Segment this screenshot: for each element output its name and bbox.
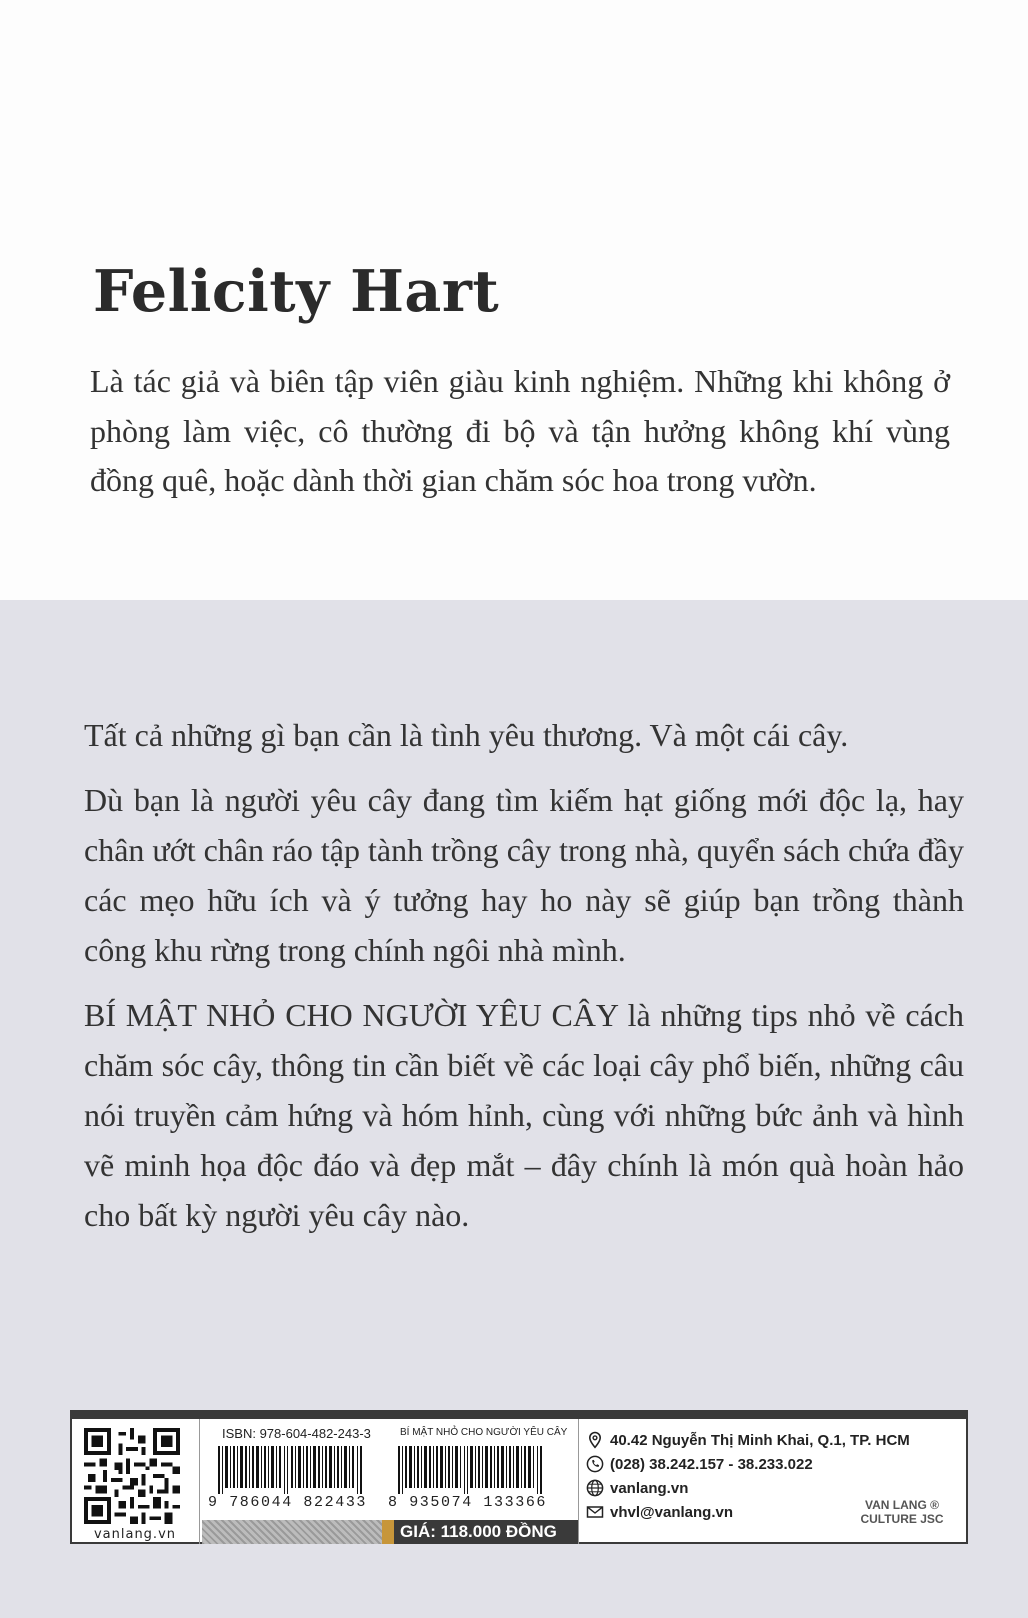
phone-icon — [586, 1455, 604, 1473]
publisher-line-2: CULTURE JSC — [860, 1512, 944, 1526]
phone-row — [586, 1452, 813, 1476]
website-text: vanlang.vn — [610, 1479, 689, 1497]
qr-caption: vanlang.vn — [93, 1527, 177, 1542]
publisher-line-1: VAN LANG ® — [865, 1498, 939, 1512]
barcode-info-strip — [70, 1410, 968, 1544]
divider — [578, 1419, 579, 1544]
blurb-paragraph-1: Tất cả những gì bạn cần là tình yêu thương. Và một cái cây. — [84, 717, 849, 753]
address-row — [586, 1428, 910, 1452]
ean-title: BÍ MẬT NHỎ CHO NGƯỜI YÊU CÂY — [400, 1427, 568, 1438]
isbn-digits: 9 786044 822433 — [208, 1494, 368, 1511]
author-name: Felicity Hart — [93, 258, 500, 325]
publisher-logo — [847, 1498, 957, 1526]
website-row — [586, 1476, 688, 1500]
author-section — [0, 0, 1028, 600]
book-blurb — [84, 710, 964, 1255]
ean-digits: 8 935074 133366 — [388, 1494, 548, 1511]
email-row — [586, 1500, 733, 1524]
price-label: GIÁ: 118.000 ĐỒNG — [382, 1520, 578, 1544]
barcode-icon — [218, 1446, 368, 1494]
email-text: vhvl@vanlang.vn — [610, 1503, 733, 1521]
address-text: 40.42 Nguyễn Thị Minh Khai, Q.1, TP. HCM — [610, 1431, 910, 1449]
map-pin-icon — [586, 1431, 604, 1449]
phone-text: (028) 38.242.157 - 38.233.022 — [610, 1455, 813, 1473]
globe-icon — [586, 1479, 604, 1497]
mail-icon — [586, 1503, 604, 1521]
barcode-icon — [398, 1446, 548, 1494]
isbn-label: ISBN: 978-604-482-243-3 — [222, 1426, 371, 1441]
pattern-band — [202, 1520, 382, 1544]
blurb-paragraph-3: BÍ MẬT NHỎ CHO NGƯỜI YÊU CÂY là những tips nhỏ về cách chăm sóc cây, thông tin cần biết về các loại cây phổ biến, những câu nói truyền cảm hứng và hóm hỉnh, cùng với những bức ảnh và hình vẽ minh họa độc đáo và đẹp mắt – đây chính là món quà hoàn hảo cho bất kỳ người yêu cây nào. — [84, 997, 964, 1233]
price-accent — [382, 1520, 394, 1544]
qr-code-icon — [80, 1428, 184, 1524]
author-bio: Là tác giả và biên tập viên giàu kinh nghiệm. Những khi không ở phòng làm việc, cô thường đi bộ và tận hưởng không khí vùng đồng quê, hoặc dành thời gian chăm sóc hoa trong vườn. — [90, 363, 950, 498]
divider — [199, 1419, 200, 1544]
blurb-paragraph-2: Dù bạn là người yêu cây đang tìm kiếm hạt giống mới độc lạ, hay chân ướt chân ráo tập tành trồng cây trong nhà, quyển sách chứa đầy các mẹo hữu ích và ý tưởng hay ho này sẽ giúp bạn trồng thành công khu rừng trong chính ngôi nhà mình. — [84, 782, 964, 968]
strip-top-bar — [72, 1412, 966, 1419]
